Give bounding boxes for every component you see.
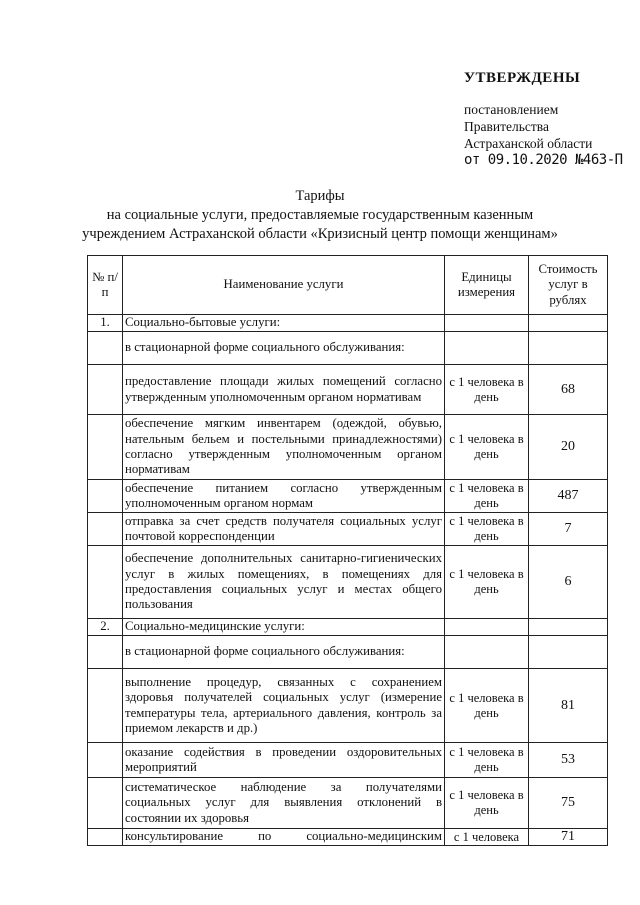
row-unit [445, 619, 529, 636]
row-num [88, 365, 123, 415]
row-price: 6 [529, 546, 608, 619]
approval-line: постановлением [464, 102, 559, 117]
approval-title: УТВЕРЖДЕНЫ [464, 70, 581, 86]
row-price [529, 636, 608, 669]
row-name: обеспечение мягким инвентарем (одеждой, обувью, нательным бельем и постельными принадлежностями) согласно утвержденным уполномоченным органом нормативам [123, 415, 445, 480]
row-unit: с 1 человека в день [445, 415, 529, 480]
row-unit [445, 315, 529, 332]
table-row [88, 513, 608, 546]
approval-date: от 09.10.2020 №463-П [464, 152, 623, 168]
row-price: 487 [529, 480, 608, 513]
document-title [0, 187, 640, 244]
row-name: консультирование по социально-медицинским [123, 829, 445, 846]
table-row [88, 480, 608, 513]
row-num [88, 513, 123, 546]
row-unit: с 1 человека [445, 829, 529, 846]
row-price: 81 [529, 669, 608, 743]
table-row [88, 546, 608, 619]
row-price [529, 619, 608, 636]
table-row [88, 778, 608, 829]
header-num: № п/п [88, 256, 123, 315]
row-unit: с 1 человека в день [445, 778, 529, 829]
row-price: 71 [529, 829, 608, 846]
row-num [88, 743, 123, 778]
row-unit: с 1 человека в день [445, 743, 529, 778]
header-price: Стоимость услуг в рублях [529, 256, 608, 315]
row-name: выполнение процедур, связанных с сохранением здоровья получателей социальных услуг (измерение температуры тела, артериального давления, контроль за приемом лекарств и др.) [123, 669, 445, 743]
table-row [88, 636, 608, 669]
row-price: 75 [529, 778, 608, 829]
row-name: Социально-бытовые услуги: [123, 315, 445, 332]
approval-line: Астраханской области [464, 136, 593, 151]
row-price: 68 [529, 365, 608, 415]
header-name: Наименование услуги [123, 256, 445, 315]
row-num [88, 415, 123, 480]
table-row [88, 619, 608, 636]
row-name: обеспечение питанием согласно утвержденным уполномоченным органом нормам [123, 480, 445, 513]
title-line-2: учреждением Астраханской области «Кризисный центр помощи женщинам» [82, 226, 558, 242]
table-row [88, 743, 608, 778]
row-num [88, 778, 123, 829]
row-unit [445, 332, 529, 365]
row-price [529, 332, 608, 365]
title-line-1: на социальные услуги, предоставляемые государственным казенным [106, 207, 534, 223]
row-num [88, 669, 123, 743]
row-name: оказание содействия в проведении оздоровительных мероприятий [123, 743, 445, 778]
tariffs-table [87, 255, 608, 846]
row-name: систематическое наблюдение за получателями социальных услуг для выявления отклонений в состоянии их здоровья [123, 778, 445, 829]
row-name: отправка за счет средств получателя социальных услуг почтовой корреспонденции [123, 513, 445, 546]
row-num [88, 332, 123, 365]
row-num [88, 636, 123, 669]
row-num [88, 829, 123, 846]
table-header-row [88, 256, 608, 315]
title-heading: Тарифы [295, 188, 345, 204]
table-row [88, 332, 608, 365]
row-price: 7 [529, 513, 608, 546]
row-unit: с 1 человека в день [445, 513, 529, 546]
row-unit: с 1 человека в день [445, 546, 529, 619]
row-price: 53 [529, 743, 608, 778]
row-name: в стационарной форме социального обслуживания: [123, 636, 445, 669]
row-price [529, 315, 608, 332]
approval-block [464, 70, 634, 169]
row-price: 20 [529, 415, 608, 480]
table-row [88, 365, 608, 415]
row-num [88, 546, 123, 619]
row-name: Социально-медицинские услуги: [123, 619, 445, 636]
row-num [88, 480, 123, 513]
row-unit: с 1 человека в день [445, 365, 529, 415]
header-unit: Единицы измерения [445, 256, 529, 315]
table-row [88, 415, 608, 480]
row-name: предоставление площади жилых помещений согласно утвержденным уполномоченным органом нормативам [123, 365, 445, 415]
row-name: обеспечение дополнительных санитарно-гигиенических услуг в жилых помещениях, в помещениях для предоставления социальных услуг и местах общего пользования [123, 546, 445, 619]
row-num: 1. [88, 315, 123, 332]
row-unit: с 1 человека в день [445, 669, 529, 743]
table-row [88, 829, 608, 846]
approval-line: Правительства [464, 119, 549, 134]
row-name: в стационарной форме социального обслуживания: [123, 332, 445, 365]
table-row [88, 669, 608, 743]
table-row [88, 315, 608, 332]
row-unit: с 1 человека в день [445, 480, 529, 513]
row-num: 2. [88, 619, 123, 636]
row-unit [445, 636, 529, 669]
